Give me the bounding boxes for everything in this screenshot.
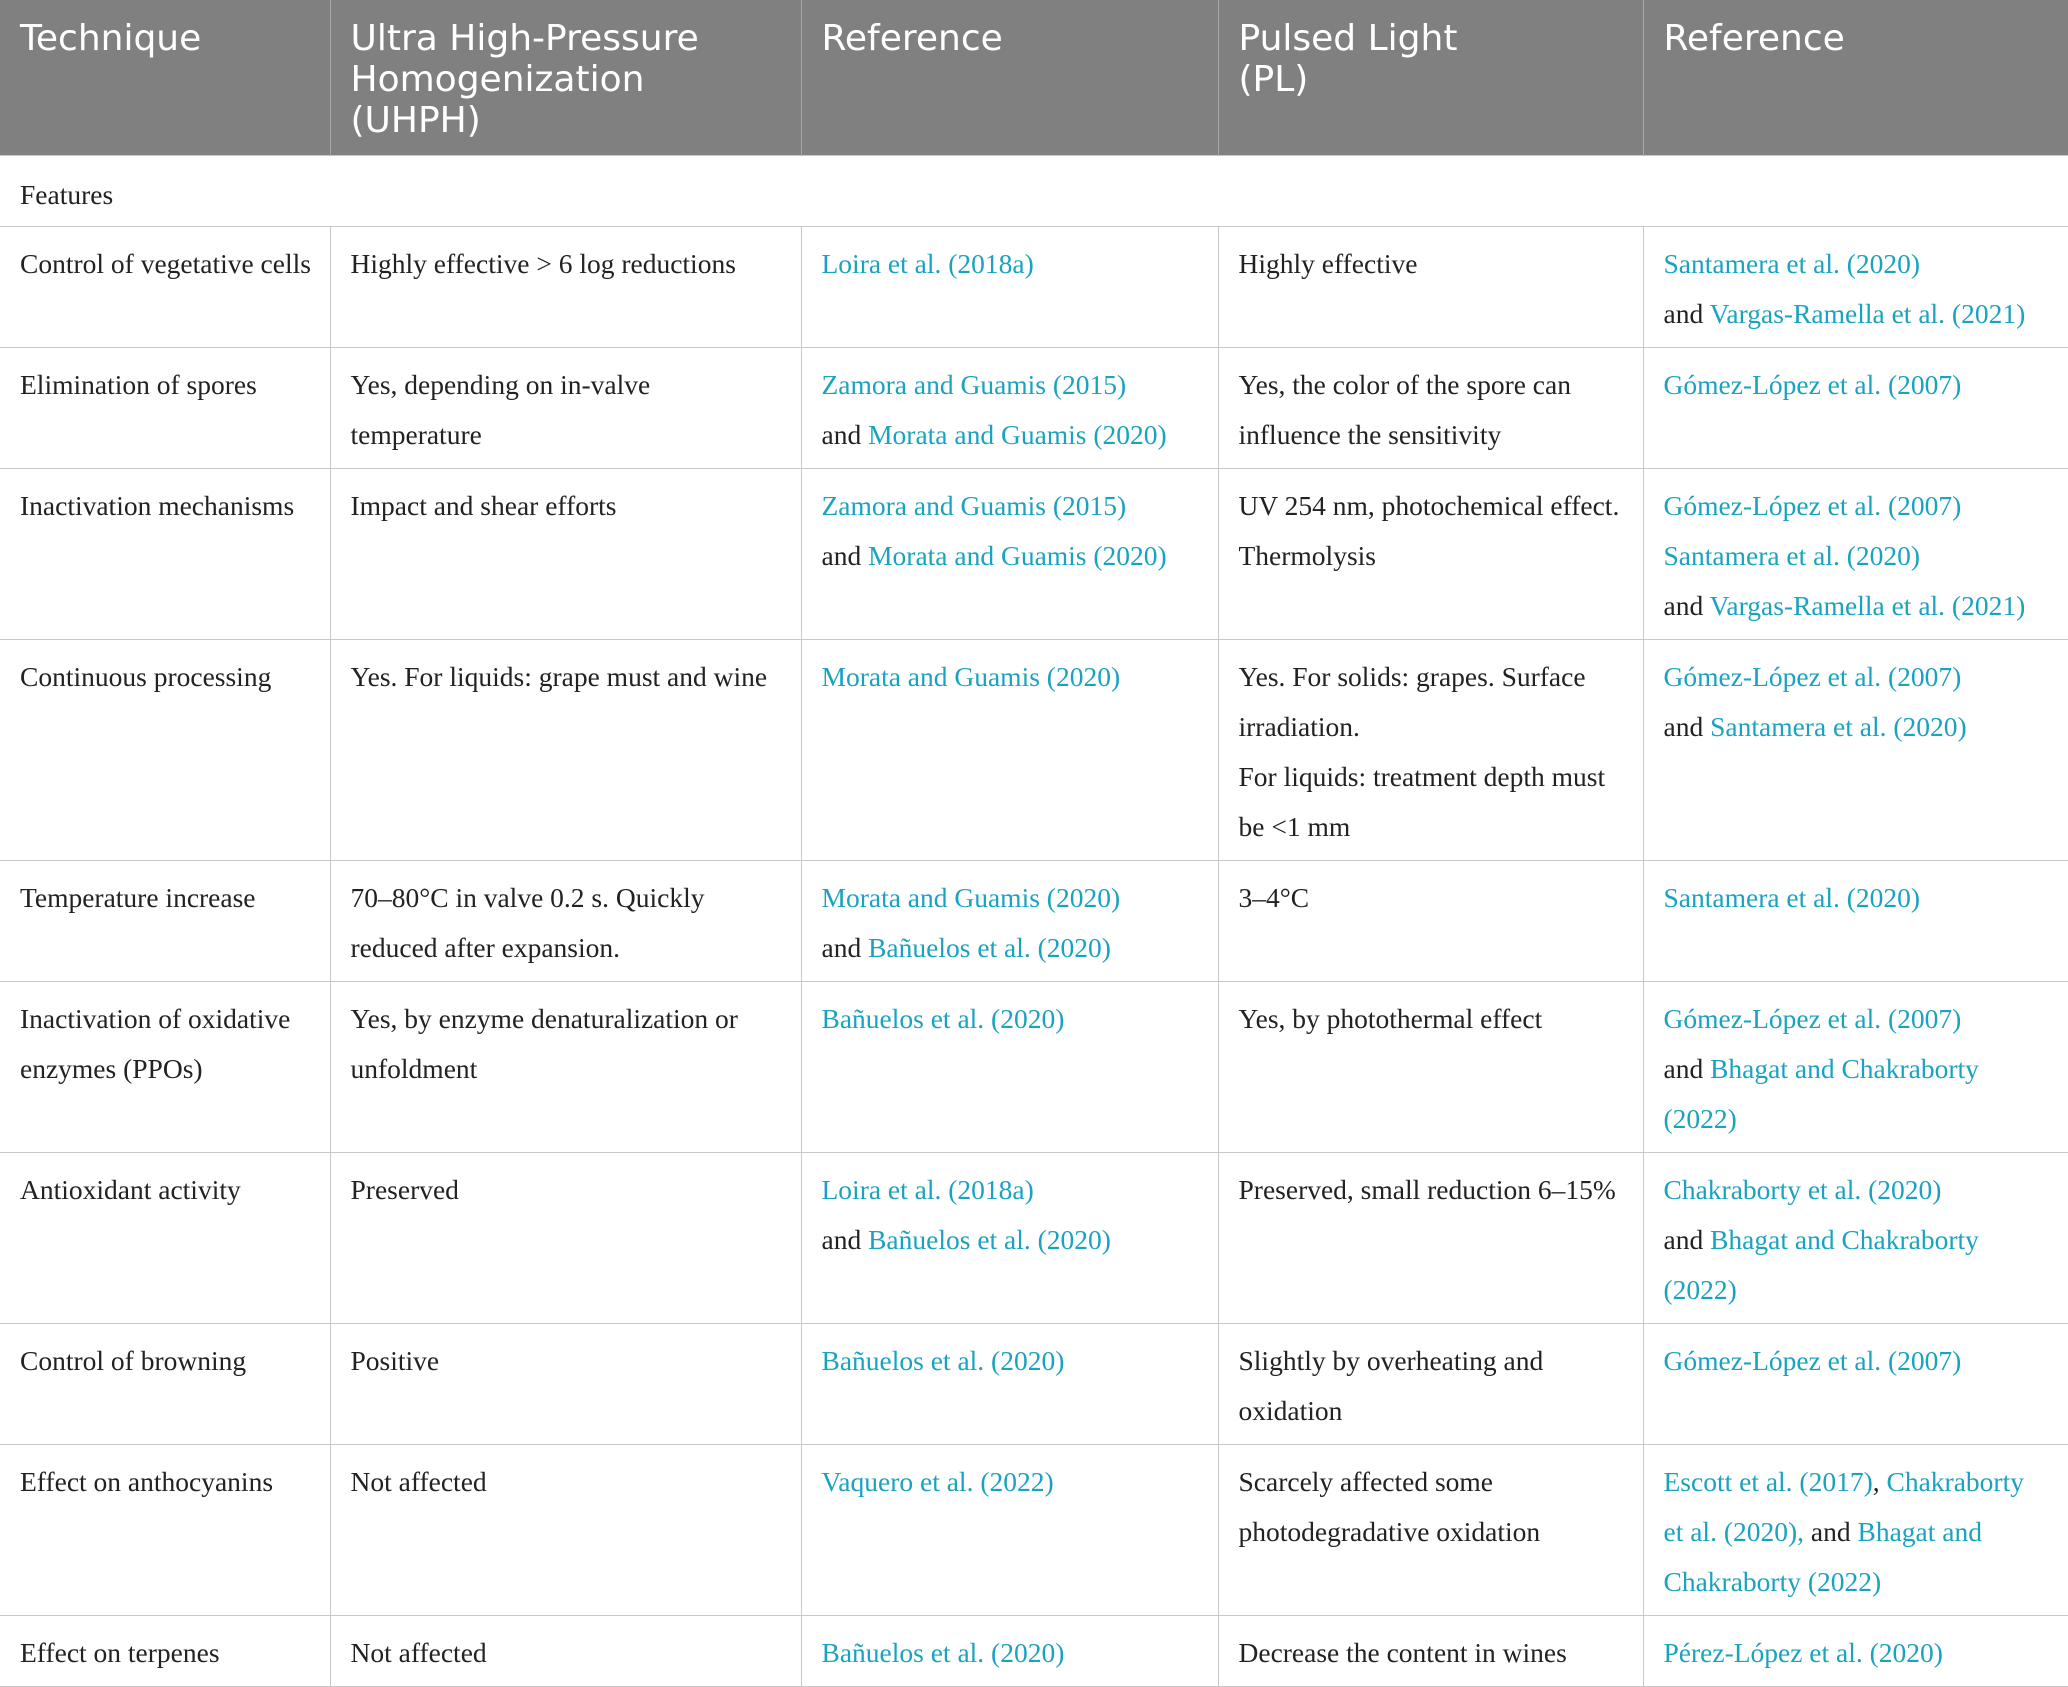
cell-text: 3–4°C: [1238, 882, 1310, 913]
citation-link[interactable]: Morata and Guamis (2020): [821, 661, 1121, 692]
cell-line: [1664, 1044, 2051, 1144]
feature-cell: Continuous processing: [0, 640, 330, 861]
cell-line: [351, 360, 783, 460]
cell-line: [1664, 239, 2051, 289]
cell-text: Yes. For liquids: grape must and wine: [350, 661, 768, 692]
uhph-reference-cell: [801, 348, 1218, 469]
cell-text: Yes, by enzyme denaturalization or unfoldment: [350, 1003, 738, 1084]
table-row: [0, 1324, 2068, 1445]
citation-link[interactable]: Loira et al. (2018a): [821, 1174, 1034, 1205]
cell-text: and: [821, 540, 869, 571]
citation-link[interactable]: Santamera et al. (2020): [1663, 248, 1921, 279]
header-line: Ultra High-Pressure: [350, 18, 699, 59]
cell-line: [1664, 1457, 2051, 1607]
citation-link[interactable]: Gómez-López et al. (2007): [1663, 1003, 1962, 1034]
cell-text: and: [1663, 298, 1710, 329]
pl-cell: [1218, 1616, 1643, 1687]
cell-line: [1664, 702, 2051, 752]
citation-link[interactable]: Gómez-López et al. (2007): [1663, 1345, 1962, 1376]
citation-link[interactable]: Pérez-López et al. (2020): [1663, 1637, 1943, 1668]
cell-line: [1664, 1165, 2051, 1215]
cell-line: [1239, 873, 1625, 923]
pl-reference-cell: [1643, 1616, 2068, 1687]
feature-cell: Elimination of spores: [0, 348, 330, 469]
pl-cell: [1218, 469, 1643, 640]
cell-line: [1239, 239, 1625, 289]
cell-line: [351, 873, 783, 973]
feature-cell: Control of vegetative cells: [0, 227, 330, 348]
feature-cell: Temperature increase: [0, 861, 330, 982]
citation-link[interactable]: Vaquero et al. (2022): [821, 1466, 1054, 1497]
uhph-cell: [330, 640, 801, 861]
cell-text: Scarcely affected some photodegradative oxidation: [1238, 1466, 1541, 1547]
header-line: Pulsed Light: [1238, 18, 1458, 59]
cell-line: [822, 1165, 1200, 1215]
cell-text: and: [1663, 1224, 1711, 1255]
citation-link[interactable]: Bhagat and Chakraborty (2022): [1663, 1053, 1979, 1134]
uhph-reference-cell: [801, 1324, 1218, 1445]
header-line: Homogenization (UHPH): [350, 59, 645, 141]
cell-line: [1239, 1165, 1625, 1215]
cell-text: Yes, the color of the spore can influence the sensitivity: [1238, 369, 1571, 450]
cell-line: [822, 923, 1200, 973]
pl-cell: [1218, 861, 1643, 982]
cell-text: Yes, depending on in-valve temperature: [350, 369, 651, 450]
pl-reference-cell: [1643, 1324, 2068, 1445]
cell-line: [351, 1165, 783, 1215]
cell-text: and: [821, 1224, 869, 1255]
feature-cell: Effect on anthocyanins: [0, 1445, 330, 1616]
cell-line: [822, 531, 1200, 581]
pl-reference-cell: [1643, 348, 2068, 469]
header-reference-pl: [1643, 0, 2068, 156]
citation-link[interactable]: Gómez-López et al. (2007): [1663, 369, 1962, 400]
pl-cell: [1218, 1445, 1643, 1616]
cell-text: Preserved, small reduction 6–15%: [1238, 1174, 1616, 1205]
feature-cell: Inactivation mechanisms: [0, 469, 330, 640]
uhph-cell: [330, 982, 801, 1153]
uhph-cell: [330, 348, 801, 469]
pl-cell: [1218, 640, 1643, 861]
cell-text: Not affected: [350, 1466, 487, 1497]
cell-line: [351, 239, 783, 289]
cell-text: 70–80°C in valve 0.2 s. Quickly reduced after expansion.: [350, 882, 705, 963]
cell-line: [1239, 994, 1625, 1044]
pl-cell: [1218, 348, 1643, 469]
table-row: [0, 982, 2068, 1153]
citation-link[interactable]: Morata and Guamis (2020): [868, 540, 1167, 571]
cell-line: [822, 1628, 1200, 1678]
citation-link[interactable]: Gómez-López et al. (2007): [1663, 490, 1962, 521]
citation-link[interactable]: Zamora and Guamis (2015): [821, 369, 1127, 400]
cell-text: Yes, by photothermal effect: [1238, 1003, 1543, 1034]
cell-line: [822, 481, 1200, 531]
cell-line: [1239, 752, 1625, 852]
feature-cell: Inactivation of oxidative enzymes (PPOs): [0, 982, 330, 1153]
uhph-reference-cell: [801, 1616, 1218, 1687]
citation-link[interactable]: Zamora and Guamis (2015): [821, 490, 1127, 521]
uhph-cell: [330, 1324, 801, 1445]
table-row: [0, 227, 2068, 348]
cell-text: Slightly by overheating and oxidation: [1238, 1345, 1544, 1426]
section-row: [0, 156, 2068, 227]
cell-text: and: [1663, 1053, 1711, 1084]
citation-link[interactable]: Bañuelos et al. (2020): [868, 932, 1111, 963]
pl-reference-cell: [1643, 861, 2068, 982]
cell-line: [351, 994, 783, 1094]
cell-text: UV 254 nm, photochemical effect.: [1238, 490, 1620, 521]
cell-line: [822, 360, 1200, 410]
uhph-reference-cell: [801, 1153, 1218, 1324]
uhph-cell: [330, 469, 801, 640]
table-row: [0, 861, 2068, 982]
cell-line: [822, 1457, 1200, 1507]
cell-text: and: [821, 932, 869, 963]
cell-line: [1664, 481, 2051, 531]
table-body: [0, 156, 2068, 1687]
cell-text: For liquids: treatment depth must be <1 mm: [1238, 761, 1606, 842]
cell-line: [1239, 1628, 1625, 1678]
header-reference-uhph: [801, 0, 1218, 156]
cell-line: [351, 652, 783, 702]
header-line: Technique: [20, 18, 202, 59]
uhph-reference-cell: [801, 469, 1218, 640]
citation-link[interactable]: Chakraborty et al. (2020),: [1663, 1466, 2024, 1547]
cell-line: [351, 1457, 783, 1507]
citation-link[interactable]: Escott et al. (2017): [1663, 1466, 1873, 1497]
cell-text: and: [1663, 590, 1710, 621]
header-line: Reference: [1663, 18, 1845, 59]
cell-line: [1664, 994, 2051, 1044]
uhph-reference-cell: [801, 227, 1218, 348]
table-row: [0, 1445, 2068, 1616]
header-pulsed-light: [1218, 0, 1643, 156]
cell-line: [1239, 1336, 1625, 1436]
citation-link[interactable]: Santamera et al. (2020): [1663, 882, 1921, 913]
cell-text: Yes. For solids: grapes. Surface irradiation.: [1238, 661, 1586, 742]
cell-line: [1664, 1215, 2051, 1315]
cell-line: [1664, 289, 2051, 339]
uhph-reference-cell: [801, 1445, 1218, 1616]
cell-text: ,: [1872, 1466, 1887, 1497]
cell-line: [1664, 1336, 2051, 1386]
feature-cell: Control of browning: [0, 1324, 330, 1445]
cell-text: Positive: [350, 1345, 440, 1376]
table-header: [0, 0, 2068, 156]
cell-line: [1664, 360, 2051, 410]
citation-link[interactable]: Bañuelos et al. (2020): [821, 1345, 1065, 1376]
pl-cell: [1218, 227, 1643, 348]
uhph-cell: [330, 1445, 801, 1616]
cell-line: [1239, 652, 1625, 752]
pl-reference-cell: [1643, 982, 2068, 1153]
cell-line: [1239, 360, 1625, 460]
uhph-cell: [330, 227, 801, 348]
uhph-reference-cell: [801, 861, 1218, 982]
citation-link[interactable]: Vargas-Ramella et al. (2021): [1709, 298, 2026, 329]
citation-link[interactable]: Gómez-López et al. (2007): [1663, 661, 1962, 692]
citation-link[interactable]: Morata and Guamis (2020): [821, 882, 1121, 913]
pl-cell: [1218, 1324, 1643, 1445]
feature-cell: Effect on terpenes: [0, 1616, 330, 1687]
pl-reference-cell: [1643, 227, 2068, 348]
feature-cell: Antioxidant activity: [0, 1153, 330, 1324]
header-row: [0, 0, 2068, 156]
citation-link[interactable]: Morata and Guamis (2020): [868, 419, 1167, 450]
citation-link[interactable]: Bañuelos et al. (2020): [868, 1224, 1111, 1255]
uhph-cell: [330, 861, 801, 982]
cell-line: [1239, 531, 1625, 581]
cell-text: and: [1663, 711, 1711, 742]
cell-text: Highly effective > 6 log reductions: [350, 248, 736, 279]
citation-link[interactable]: Chakraborty et al. (2020): [1663, 1174, 1942, 1205]
cell-line: [822, 873, 1200, 923]
cell-text: Highly effective: [1238, 248, 1418, 279]
uhph-cell: [330, 1616, 801, 1687]
citation-link[interactable]: Vargas-Ramella et al. (2021): [1709, 590, 2026, 621]
cell-line: [822, 239, 1200, 289]
cell-text: and: [821, 419, 869, 450]
cell-line: [1664, 581, 2051, 631]
cell-text: Thermolysis: [1238, 540, 1376, 571]
table-row: [0, 640, 2068, 861]
uhph-reference-cell: [801, 640, 1218, 861]
pl-cell: [1218, 982, 1643, 1153]
uhph-cell: [330, 1153, 801, 1324]
cell-line: [1239, 1457, 1625, 1557]
cell-line: [1664, 1628, 2051, 1678]
pl-cell: [1218, 1153, 1643, 1324]
pl-reference-cell: [1643, 1153, 2068, 1324]
citation-link[interactable]: Loira et al. (2018a): [821, 248, 1034, 279]
cell-line: [822, 1215, 1200, 1265]
table-row: [0, 1616, 2068, 1687]
citation-link[interactable]: Santamera et al. (2020): [1663, 540, 1921, 571]
cell-line: [822, 994, 1200, 1044]
citation-link[interactable]: Bhagat and Chakraborty (2022): [1663, 1224, 1979, 1305]
cell-line: [822, 652, 1200, 702]
cell-text: Decrease the content in wines: [1238, 1637, 1567, 1668]
pl-reference-cell: [1643, 640, 2068, 861]
section-label: Features: [0, 156, 2068, 227]
cell-line: [1664, 652, 2051, 702]
cell-line: [351, 1336, 783, 1386]
table-row: [0, 1153, 2068, 1324]
cell-line: [1239, 481, 1625, 531]
cell-line: [351, 481, 783, 531]
cell-line: [822, 1336, 1200, 1386]
cell-text: and: [1810, 1516, 1858, 1547]
header-line: Reference: [821, 18, 1003, 59]
citation-link[interactable]: Santamera et al. (2020): [1710, 711, 1967, 742]
citation-link[interactable]: Bañuelos et al. (2020): [821, 1003, 1065, 1034]
cell-line: [822, 410, 1200, 460]
citation-link[interactable]: Bañuelos et al. (2020): [821, 1637, 1065, 1668]
cell-line: [1664, 873, 2051, 923]
header-line: (PL): [1238, 59, 1309, 100]
pl-reference-cell: [1643, 469, 2068, 640]
header-technique: [0, 0, 330, 156]
cell-text: Impact and shear efforts: [350, 490, 617, 521]
table-row: [0, 348, 2068, 469]
pl-reference-cell: [1643, 1445, 2068, 1616]
cell-line: [351, 1628, 783, 1678]
header-uhph: [330, 0, 801, 156]
cell-line: [1664, 531, 2051, 581]
uhph-reference-cell: [801, 982, 1218, 1153]
cell-text: Not affected: [350, 1637, 487, 1668]
cell-text: Preserved: [350, 1174, 459, 1205]
table-row: [0, 469, 2068, 640]
citation-link[interactable]: Bhagat and Chakraborty (2022): [1663, 1516, 1982, 1597]
